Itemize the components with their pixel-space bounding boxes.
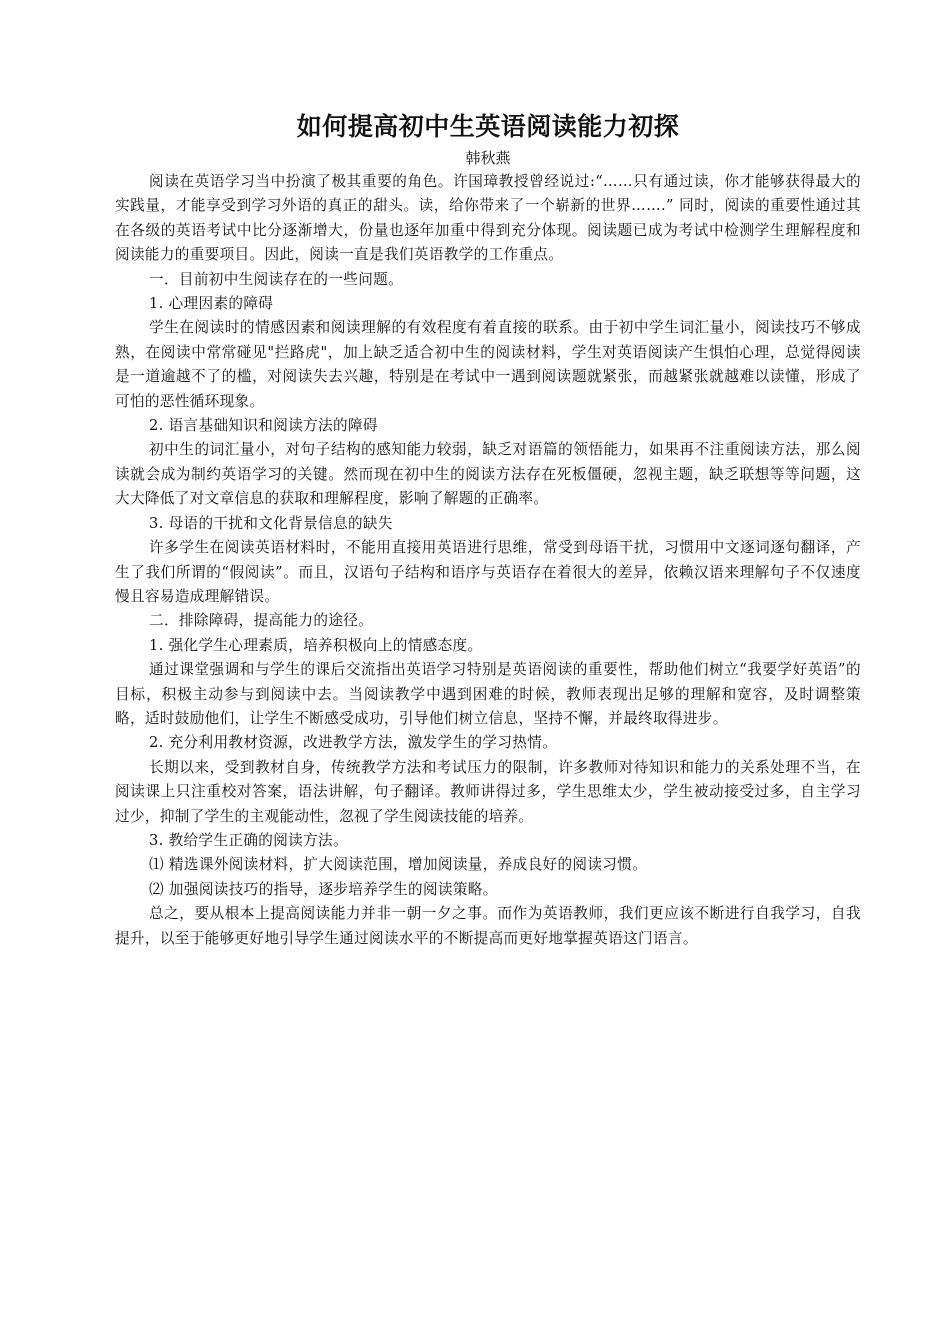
list-item: ⑴ 精选课外阅读材料，扩大阅读范围，增加阅读量，养成良好的阅读习惯。 [149, 856, 648, 874]
subheading-mental-quality: 1. 强化学生心理素质，培养积极向上的情感态度。 [149, 636, 483, 654]
subheading-psychological: 1. 心理因素的障碍 [149, 295, 274, 313]
intro-paragraph: 阅读在英语学习当中扮演了极其重要的角色。许国璋教授曾经说过:“……只有通过读，你才能够获得最大的实践量，才能享受到学习外语的真正的甜头。读，给你带来了一个崭新的世界…….” 同时，阅读的重要性通过其在各级的英语考试中比分逐渐增大，份量也逐年加重中得到充分体现。阅读题已成为考试中检测学生理解程度和阅读能力的重要项目。因此，阅读一直是我们英语教学的工作重点。 [115, 173, 861, 264]
section-heading-solutions: 二．排除障碍，提高能力的途径。 [149, 612, 374, 630]
subheading-language-basics: 2. 语言基础知识和阅读方法的障碍 [149, 417, 378, 435]
subheading-teaching-resources: 2. 充分利用教材资源，改进教学方法，激发学生的学习热情。 [149, 734, 558, 752]
section-heading-problems: 一．目前初中生阅读存在的一些问题。 [149, 270, 404, 288]
subheading-mother-tongue: 3. 母语的干扰和文化背景信息的缺失 [149, 514, 393, 532]
body-paragraph: 初中生的词汇量小，对句子结构的感知能力较弱，缺乏对语篇的领悟能力，如果再不注重阅读方法，那么阅读就会成为制约英语学习的关键。然而现在初中生的阅读方法存在死板僵硬，忽视主题，缺乏联想等等问题，这大大降低了对文章信息的获取和理解程度，影响了解题的正确率。 [115, 441, 861, 508]
body-paragraph: 长期以来，受到教材自身，传统教学方法和考试压力的限制，许多教师对待知识和能力的关系处理不当，在阅读课上只注重校对答案，语法讲解，句子翻译。教师讲得过多，学生思维太少，学生被动接受过多，自主学习过少，抑制了学生的主观能动性，忽视了学生阅读技能的培养。 [115, 758, 861, 825]
document-body [115, 170, 861, 951]
body-paragraph: 通过课堂强调和与学生的课后交流指出英语学习特别是英语阅读的重要性，帮助他们树立“我要学好英语”的目标，积极主动参与到阅读中去。当阅读教学中遇到困难的时候，教师表现出足够的理解和宽容，及时调整策略，适时鼓励他们，让学生不断感受成功，引导他们树立信息，坚持不懈，并最终取得进步。 [115, 661, 861, 727]
list-item: ⑵ 加强阅读技巧的指导，逐步培养学生的阅读策略。 [149, 880, 498, 898]
document-author: 韩秋燕 [465, 149, 511, 167]
body-paragraph: 许多学生在阅读英语材料时，不能用直接用英语进行思维，常受到母语干扰，习惯用中文逐词逐句翻译，产生了我们所谓的“假阅读”。而且，汉语句子结构和语序与英语存在着很大的差异，依赖汉语来理解句子不仅速度慢且容易造成理解错误。 [115, 539, 861, 605]
document-page [115, 108, 861, 951]
body-paragraph: 学生在阅读时的情感因素和阅读理解的有效程度有着直接的联系。由于初中学生词汇量小，阅读技巧不够成熟，在阅读中常常碰见"拦路虎"，加上缺乏适合初中生的阅读材料，学生对英语阅读产生惧怕心理，总觉得阅读是一道逾越不了的槛，对阅读失去兴趣，特别是在考试中一遇到阅读题就紧张，而越紧张就越难以读懂，形成了可怕的恶性循环现象。 [115, 319, 861, 410]
conclusion-paragraph: 总之，要从根本上提高阅读能力并非一朝一夕之事。而作为英语教师，我们更应该不断进行自我学习，自我提升，以至于能够更好地引导学生通过阅读水平的不断提高而更好地掌握英语这门语言。 [115, 905, 861, 947]
subheading-reading-methods: 3. 教给学生正确的阅读方法。 [149, 831, 348, 849]
document-title: 如何提高初中生英语阅读能力初探 [296, 112, 680, 141]
